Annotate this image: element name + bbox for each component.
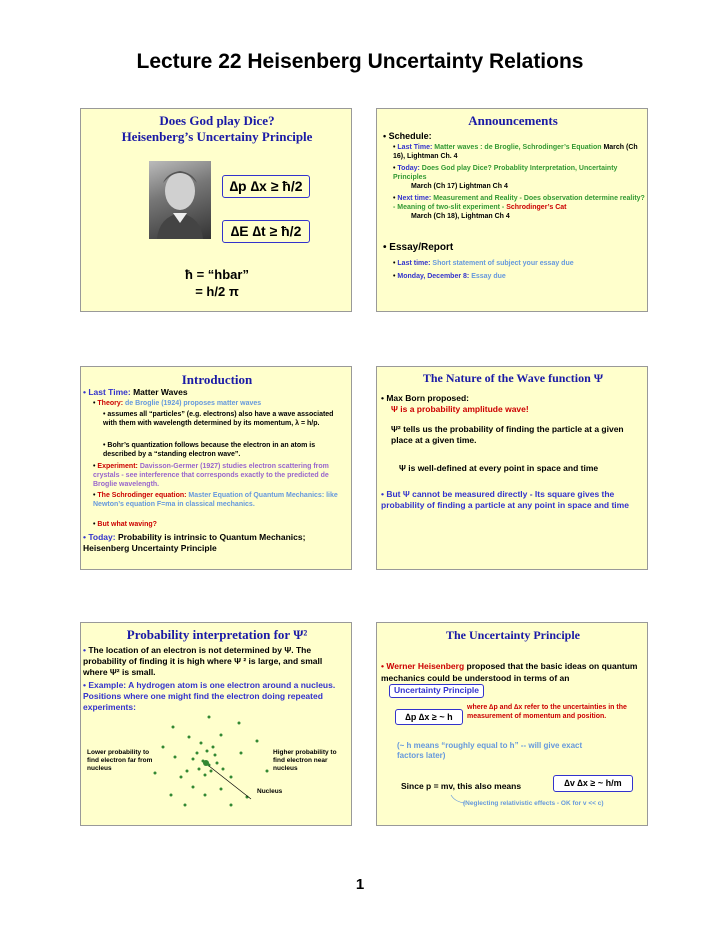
essay-label: Essay/Report — [389, 242, 454, 253]
heisenberg-text: proposed that the basic ideas on quantum mechanics could be understood in terms of an — [381, 661, 638, 683]
experiment-text: Davisson-Germer (1927) studies electron scattering from crystals - see interference that corresponds exactly to the predicted de Broglie wavelength. — [93, 463, 329, 488]
waving-text: But what waving? — [97, 521, 157, 528]
schedule-label: Schedule: — [388, 131, 432, 141]
last-time-item: • Last Time: Matter waves : de Broglie, Schrodinger’s Equation March (Ch 16), Lightman Ch. 4 — [393, 144, 638, 160]
next-time-item: • Next time: Measurement and Reality - Does observation determine reality? - Meaning of two-slit experiment - Schrodinger’s Cat March (Ch 18), Lightman Ch 4 — [393, 195, 645, 220]
uncertainty-principle-box: Uncertainty Principle — [394, 685, 480, 695]
nucleus-pointer — [209, 766, 251, 799]
slide-probability-interpretation — [80, 622, 352, 826]
slide-introduction — [80, 366, 352, 570]
slide1-title-2: Heisenberg’s Uncertainy Principle — [121, 129, 313, 144]
intro-bohr: • Bohr’s quantization follows because the electron in an atom is described by a “standing electron wave”. — [103, 442, 316, 458]
born-text: Max Born proposed: — [386, 393, 469, 403]
uncertainty-equation: ∆p ∆x ≥ ~ h — [405, 712, 453, 722]
portrait-image — [149, 161, 211, 239]
slide-does-god-play-dice — [80, 108, 352, 312]
slide-wave-function — [376, 366, 648, 570]
page-number: 1 — [355, 876, 365, 893]
slide-uncertainty-principle — [376, 622, 648, 826]
last-time-ref: March (Ch 16), Lightman Ch. 4 — [393, 144, 638, 160]
hbar-definition-1: ħ = “hbar” — [185, 267, 249, 282]
born-heading: • Max Born proposed: — [381, 393, 469, 403]
slide1-title-1: Does God play Dice? — [159, 113, 275, 128]
equation-energy-time — [222, 220, 310, 243]
intro-last-time-label: Last Time: — [88, 387, 131, 397]
intro-today-label: Today: — [88, 532, 116, 542]
lower-probability-label: Lower probability to find electron far from nucleus — [87, 749, 153, 772]
location-bullet: • The location of an electron is not determined by Ψ. The probability of finding it is high where Ψ ² is large, and small where Ψ² is small. — [83, 645, 323, 677]
slide-announcements — [376, 108, 648, 312]
last-time-label: Last Time: — [397, 144, 433, 151]
psi-well-defined: Ψ is well-defined at every point in space and time — [399, 463, 599, 473]
essay-last-time-label: Last time: — [397, 260, 431, 267]
experiment-label: Experiment: — [97, 463, 138, 470]
psi-squared-probability: Ψ² tells us the probability of finding the particle at a given place at a given time. — [391, 424, 624, 445]
neglect-note: (Neglecting relativistic effects - OK for v << c) — [463, 800, 604, 807]
heisenberg-name: Werner Heisenberg — [386, 661, 465, 671]
essay-last-time-text: Short statement of subject your essay due — [430, 260, 574, 267]
heisenberg-bullet: • Werner Heisenberg proposed that the basic ideas on quantum mechanics could be understood in terms of an Uncertainty Principle — [381, 661, 647, 698]
slide6-title: The Uncertainty Principle — [446, 628, 580, 642]
uncertainty-equation-box — [395, 709, 463, 725]
essay-due: • Monday, December 8: Essay due — [393, 273, 506, 280]
slide4-title: The Nature of the Wave function Ψ — [422, 371, 604, 385]
today-text: Does God play Dice? Probablity Interpretation, Uncertainty Principles — [393, 165, 618, 181]
cannot-measure-text: But Ψ cannot be measured directly - Its square gives the probability of finding a particle at any point in space and time — [381, 489, 629, 510]
theory-text: de Broglie (1924) proposes matter waves — [123, 400, 262, 407]
location-text: The location of an electron is not determined by Ψ. The probability of finding it is high where Ψ ² is large, and small where Ψ² is small. — [83, 645, 323, 677]
intro-waving: • But what waving? — [93, 521, 157, 528]
equation-momentum-position — [222, 175, 310, 198]
psi-cannot-measure: • But Ψ cannot be measured directly - Its square gives the probability of finding a particle at any point in space and time — [381, 489, 629, 510]
intro-today: • Today: Probability is intrinsic to Quantum Mechanics; Heisenberg Uncertainty Principle — [83, 532, 306, 553]
velocity-equation: ∆v ∆x ≥ ~ h/m — [564, 778, 622, 788]
intro-last-time-text: Matter Waves — [130, 387, 188, 397]
approx-note: (~ h means “roughly equal to h” -- will give exact factors later) — [397, 741, 583, 760]
velocity-equation-box — [553, 775, 633, 792]
intro-experiment: • Experiment: Davisson-Germer (1927) studies electron scattering from crystals - see interference that corresponds exactly to the predicted de Broglie wavelength. — [93, 463, 329, 488]
schrodinger-label: The Schrodinger equation: — [97, 492, 187, 499]
slide2-title: Announcements — [468, 113, 558, 128]
nucleus-label: Nucleus — [257, 788, 283, 795]
example-text: Example: A hydrogen atom is one electron around a nucleus. Positions where one might find the electron doing repeated experiments: — [83, 680, 336, 712]
electron-dots — [154, 716, 269, 807]
page-title: Lecture 22 Heisenberg Uncertainty Relations — [136, 50, 584, 73]
next-time-red: Schrodinger’s Cat — [506, 204, 567, 211]
schrodinger-text: Master Equation of Quantum Mechanics: like Newton’s equation F=ma in classical mechanics. — [93, 492, 338, 508]
eq1-text: ∆p ∆x ≥ ħ/2 — [229, 178, 303, 194]
intro-last-time: • Last Time: Matter Waves — [83, 387, 188, 397]
intro-theory: • Theory: de Broglie (1924) proposes matter waves — [93, 400, 262, 407]
hbar-definition-2: = h/2 π — [195, 284, 239, 299]
assume-text: assumes all “particles” (e.g. electrons) also have a wave associated with them with wavelength determined by its momentum, λ = h/p. — [103, 411, 334, 427]
theory-label: Theory: — [97, 400, 124, 407]
today-item: • Today: Does God play Dice? Probablity Interpretation, Uncertainty Principles March (Ch 17) Lightman Ch 4 — [393, 165, 618, 190]
next-time-label: Next time: — [397, 195, 432, 202]
slide5-title: Probability interpretation for Ψ² — [126, 627, 308, 642]
essay-due-label: Monday, December 8: — [397, 273, 470, 280]
intro-schrodinger: • The Schrodinger equation: Master Equation of Quantum Mechanics: like Newton’s equation F=ma in classical mechanics. — [93, 492, 338, 508]
next-time-ref: March (Ch 18), Lightman Ch 4 — [411, 213, 510, 220]
where-explanation: where ∆p and ∆x refer to the uncertainties in the measurement of momentum and position. — [467, 704, 627, 720]
nucleus-dot — [203, 760, 209, 766]
next-time-text: Measurement and Reality - Does observation determine reality? - Meaning of two-slit experiment - — [393, 195, 645, 211]
last-time-text: Matter waves : de Broglie, Schrodinger’s Equation — [432, 144, 602, 151]
bohr-text: Bohr’s quantization follows because the electron in an atom is described by a “standing electron wave”. — [103, 442, 316, 458]
intro-today-text: Probability is intrinsic to Quantum Mechanics; Heisenberg Uncertainty Principle — [83, 532, 306, 553]
since-text: Since p = mv, this also means — [401, 781, 522, 791]
psi-amplitude: Ψ is a probability amplitude wave! — [391, 404, 529, 414]
today-label: Today: — [397, 165, 420, 172]
heisenberg-portrait — [149, 161, 211, 239]
today-ref: March (Ch 17) Lightman Ch 4 — [411, 183, 508, 190]
higher-probability-label: Higher probability to find electron near nucleus — [273, 749, 337, 772]
schedule-heading: • Schedule: — [383, 131, 432, 141]
essay-due-text: Essay due — [469, 273, 506, 280]
essay-heading: • Essay/Report — [383, 242, 454, 253]
eq2-text: ∆E ∆t ≥ ħ/2 — [230, 223, 302, 239]
example-bullet: • Example: A hydrogen atom is one electron around a nucleus. Positions where one might find the electron doing repeated experiments: — [83, 680, 336, 712]
slide3-title: Introduction — [181, 372, 253, 387]
essay-last-time: • Last time: Short statement of subject your essay due — [393, 260, 574, 267]
intro-assume: • assumes all “particles” (e.g. electrons) also have a wave associated with them with wavelength determined by its momentum, λ = h/p. — [103, 411, 334, 427]
